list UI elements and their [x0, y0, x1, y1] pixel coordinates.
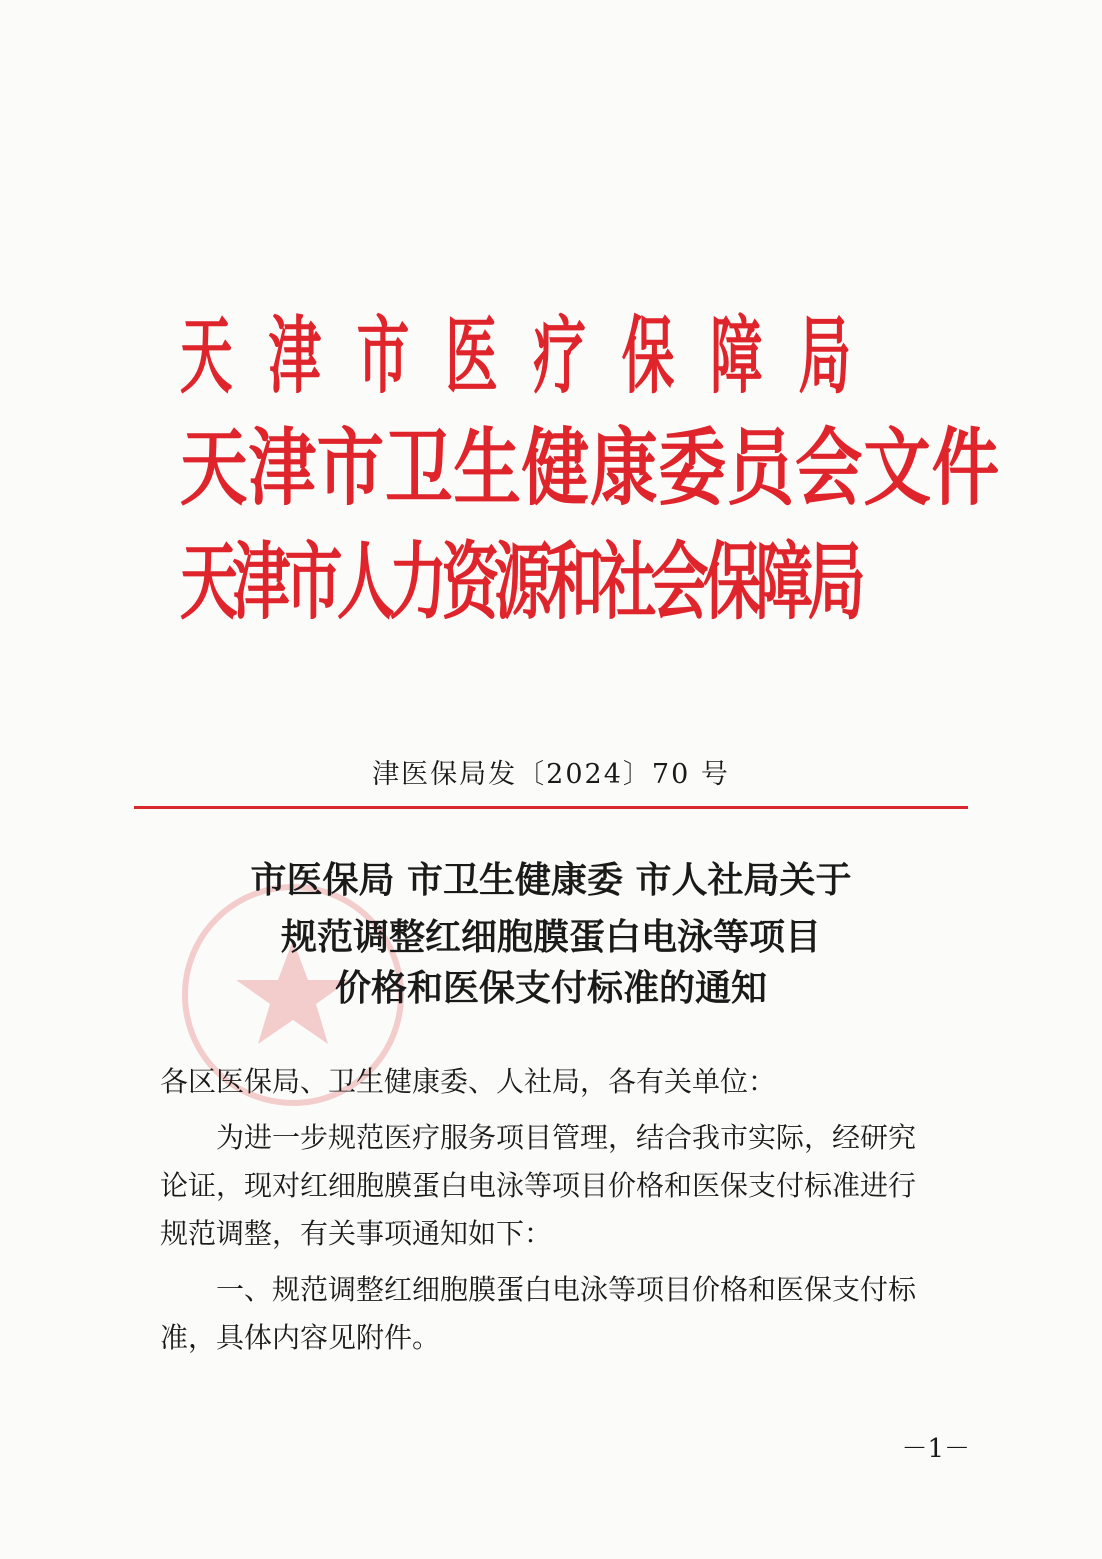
title-line-3: 价格和医保支付标准的通知 — [334, 968, 767, 1009]
paragraph-1-line-3: 规范调整，有关事项通知如下： — [160, 1217, 553, 1250]
red-divider — [134, 806, 968, 809]
paragraph-2-line-2: 准，具体内容见附件。 — [160, 1321, 441, 1354]
issuer-line-2: 天津市卫生健康委员会文件 — [180, 419, 1001, 517]
addressee: 各区医保局、卫生健康委、人社局，各有关单位： — [160, 1065, 777, 1098]
page-number: －1－ — [901, 1434, 970, 1464]
paragraph-1-line-1: 为进一步规范医疗服务项目管理，结合我市实际，经研究 — [160, 1121, 917, 1154]
title-line-1: 市医保局 市卫生健康委 市人社局关于 — [250, 860, 852, 901]
title-line-2: 规范调整红细胞膜蛋白电泳等项目 — [280, 917, 821, 958]
document-number: 津医保局发〔2024〕70 号 — [372, 759, 730, 790]
paragraph-1-line-2: 论证，现对红细胞膜蛋白电泳等项目价格和医保支付标准进行 — [160, 1169, 917, 1202]
issuer-line-3: 天津市人力资源和社会保障局 — [180, 533, 861, 631]
paragraph-2-line-1: 一、规范调整红细胞膜蛋白电泳等项目价格和医保支付标 — [160, 1273, 917, 1306]
issuer-line-1: 天 津 市 医 疗 保 障 局 — [180, 307, 860, 405]
